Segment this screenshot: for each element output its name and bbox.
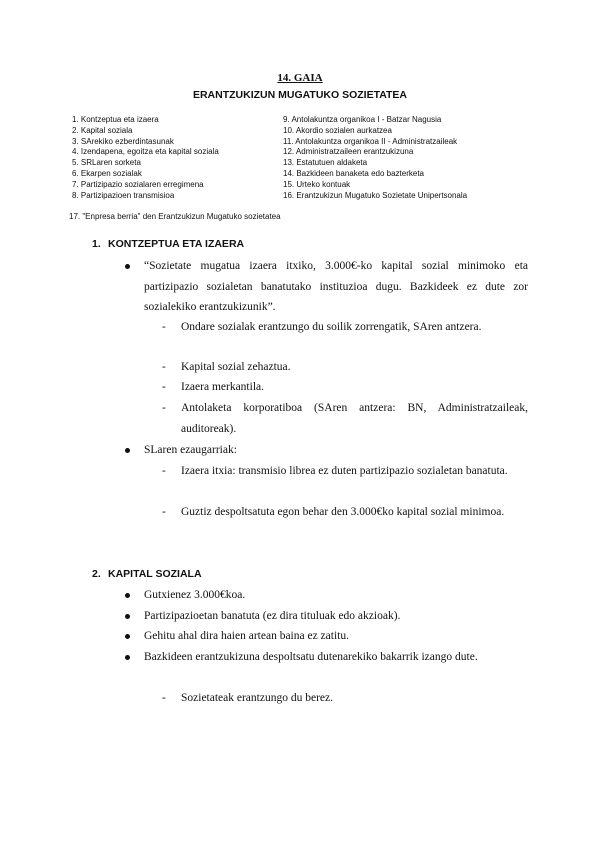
dash-item: - Izaera itxia: transmisio librea ez duten partizipazio sozialetan banatuta. [181, 461, 528, 482]
toc-item: 15. Urteko kontuak [283, 179, 351, 189]
toc-item: 6. Ekarpen sozialak [72, 168, 142, 178]
section-heading [92, 568, 202, 580]
toc-item: 1. Kontzeptua eta izaera [72, 115, 159, 124]
toc-item: 16. Erantzukizun Mugatuko Sozietate Unipertsonala [283, 190, 468, 200]
toc-item: 8. Partizipazioen transmisioa [72, 190, 175, 200]
toc-item: 5. SRLaren sorketa [72, 158, 141, 168]
bullet-text: “Sozietate mugatua izaera itxiko, 3.000€-ko kapital sozial minimoko eta partizipazio sozialetan banatutako instituzioa dugu. Bazkideek ez dute zor sozialekiko erantzukizunik”. [144, 260, 528, 313]
section-number: 2. [92, 568, 101, 580]
bullet-item [144, 647, 528, 668]
dash-text: Antolaketa korporatiboa (SAren antzera: BN, Administratzaileak, auditoreak). [181, 402, 528, 435]
bullet-text: Partizipazioetan banatuta (ez dira tituluak edo akzioak). [144, 610, 401, 622]
dash-text: Izaera merkantila. [181, 381, 264, 393]
toc-item: 10. Akordio sozialen aurkatzea [283, 125, 392, 135]
section-number: 1. [92, 238, 101, 250]
bullet-item [144, 626, 528, 647]
dash-text: Kapital sozial zehaztua. [181, 361, 291, 373]
chapter-title: 14. GAIA [277, 72, 323, 84]
toc-left-column [72, 115, 282, 201]
dash-item: - Sozietateak erantzungo du berez. [181, 688, 528, 709]
bullet-dot [125, 448, 130, 453]
toc-item: 13. Estatutuen aldaketa [283, 158, 368, 168]
toc-item: 7. Partizipazio sozialaren erregimena [72, 179, 204, 189]
bullet-item [144, 256, 528, 318]
bullet-dot [125, 593, 130, 598]
bullet-item [144, 606, 528, 627]
section-title: KAPITAL SOZIALA [108, 568, 202, 580]
bullet-dot [125, 614, 130, 619]
dash-text: Sozietateak erantzungo du berez. [181, 692, 333, 704]
bullet-text: SLaren ezaugarriak: [144, 444, 237, 456]
bullet-dot [125, 655, 130, 660]
dash-item: - Antolaketa korporatiboa (SAren antzera: BN, Administratzaileak, auditoreak). [181, 398, 528, 439]
dash-text: Izaera itxia: transmisio librea ez duten partizipazio sozialetan banatuta. [181, 465, 508, 477]
bullet-text: Bazkideen erantzukizuna despoltsatu dutenarekiko bakarrik izango dute. [144, 651, 478, 663]
toc-item: 2. Kapital soziala [72, 125, 133, 135]
dash-item: - Ondare sozialak erantzungo du soilik zorrengatik, SAren antzera. [181, 317, 528, 338]
bullet-dot [125, 634, 130, 639]
dash-text: Guztiz despoltsatuta egon behar den 3.000€ko kapital sozial minimoa. [181, 506, 505, 518]
chapter-subtitle: ERANTZUKIZUN MUGATUKO SOZIETATEA [192, 89, 408, 101]
toc-item: 11. Antolakuntza organikoa II - Administratzaileak [283, 136, 458, 146]
bullet-item [144, 585, 528, 606]
section-title: KONTZEPTUA ETA IZAERA [108, 238, 245, 250]
bullet-item [144, 440, 528, 461]
dash-text: Ondare sozialak erantzungo du soilik zorrengatik, SAren antzera. [181, 321, 482, 333]
dash-item: - Guztiz despoltsatuta egon behar den 3.000€ko kapital sozial minimoa. [181, 502, 528, 523]
toc-item: 12. Administratzaileen erantzukizuna [283, 147, 414, 157]
dash-item: - Izaera merkantila. [181, 377, 528, 398]
bullet-text: Gutxienez 3.000€koa. [144, 589, 246, 601]
toc-item: 4. Izendapena, egoitza eta kapital soziala [72, 147, 219, 157]
toc-item: 3. SArekiko ezberdintasunak [72, 136, 174, 146]
bullet-text: Gehitu ahal dira haien artean baina ez zatitu. [144, 630, 349, 642]
toc-item: 9. Antolakuntza organikoa I - Batzar Nagusia [283, 115, 442, 124]
dash-item: - Kapital sozial zehaztua. [181, 357, 528, 378]
bullet-dot [125, 264, 130, 269]
section-heading [92, 238, 244, 250]
toc-item: 17. "Enpresa berria" den Erantzukizun Mugatuko sozietatea [69, 212, 281, 221]
toc-item: 14. Bazkideen banaketa edo bazterketa [283, 168, 424, 178]
toc-right-column [283, 115, 543, 201]
